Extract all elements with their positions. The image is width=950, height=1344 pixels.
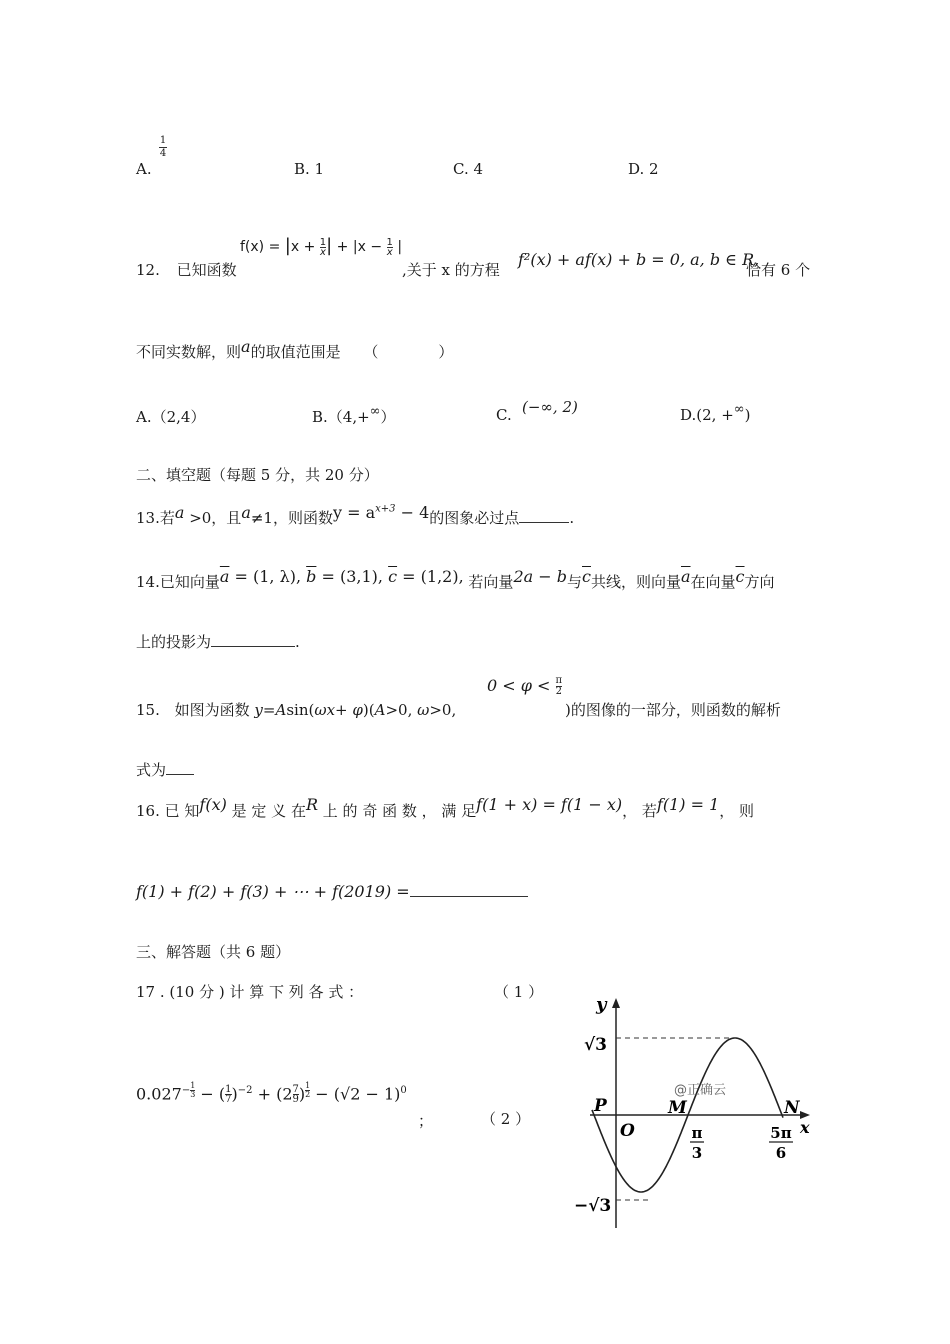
q11-option-b: B. 1 [294, 160, 325, 178]
x-tick-5pi-6-den: 6 [775, 1144, 787, 1162]
q17-part2: （ 2 ） [481, 1110, 531, 1128]
q16-sum: f(1) + f(2) + f(3) + ⋯ + f(2019) = [136, 876, 528, 901]
point-n-label: N [784, 1098, 800, 1118]
q15-answer-blank[interactable] [166, 760, 194, 775]
q12-number: 12. 已知函数 [136, 261, 237, 279]
q15-condition: $0 < \varphi < \frac{\pi}{2}$ [487, 675, 563, 697]
y-axis-label: y [596, 994, 607, 1015]
fraction-denominator: 4 [159, 148, 167, 159]
q12-equation: f²(x) + af(x) + b = 0, a, b ∈ R, [518, 250, 760, 269]
q14-line2: 上的投影为 . [136, 633, 300, 651]
y-axis-arrow [612, 998, 620, 1008]
section-3-heading: 三、解答题（共 6 题） [136, 943, 291, 961]
q12-option-c-label: C. [496, 406, 512, 424]
q12-stem-c: 恰有 6 个 [746, 261, 811, 279]
q11-option-a-label: A. [136, 160, 152, 178]
q14-answer-blank[interactable] [211, 632, 295, 647]
q14: 14.已知向量$\overline{a} = (1$, λ), $\overline{b} = (3,1)$, $\overline{c} = (1,2)$, 若向量2a − b与$\overline{c}$共线，则向量$\overline{a}$在向量$\overline{c}$方向 [136, 567, 775, 591]
watermark: @正确云 [674, 1083, 727, 1098]
q17-part1: （ 1 ） [494, 983, 544, 1001]
q11-option-c: C. 4 [453, 160, 484, 178]
q12-line2: 不同实数解，则a的取值范围是 （ ） [136, 337, 454, 361]
x-axis-label: x [800, 1118, 810, 1137]
q15-tail: )的图像的一部分，则函数的解析 [565, 701, 781, 719]
ymin-label: −√3 [574, 1196, 612, 1216]
q12-option-c-value: (−∞, 2) [522, 398, 578, 416]
point-p-label: P [594, 1096, 607, 1116]
q17-expression: $0.027^{-1 3} - (1$ 7)$^{-2}$ + (27 $9)^{1 2} - (√2 - 1)^0$ [136, 1081, 407, 1106]
origin-label: O [620, 1121, 635, 1141]
section-2-heading: 二、填空题（每题 5 分，共 20 分） [136, 466, 379, 484]
q16-answer-blank[interactable] [410, 876, 528, 897]
q13-answer-blank[interactable] [519, 508, 569, 523]
x-tick-5pi-6-num: 5π [770, 1124, 792, 1142]
ymax-label: √3 [584, 1035, 608, 1055]
x-tick-pi-3-den: 3 [691, 1144, 703, 1162]
q17-semicolon: ； [418, 1112, 434, 1130]
point-m-label: M [668, 1098, 687, 1118]
sine-graph [570, 990, 820, 1235]
q11-option-a-fraction [159, 135, 167, 159]
q15-line2: 式为 [136, 759, 194, 780]
q11-option-a [136, 160, 152, 178]
fraction-numerator: 1 [159, 135, 167, 146]
q16: 16. 已 知f(x) 是 定 义 在R 上 的 奇 函 数 ， 满 足f(1 + x) = f(1 − x)， 若f(1) = 1， 则 [136, 795, 755, 820]
q12-option-a: A.（2,4） [136, 408, 206, 426]
q17-header: 17 . (10 分 ) 计 算 下 列 各 式 ： [136, 983, 364, 1001]
q12-stem-b: ,关于 x 的方程 [402, 261, 500, 279]
q12-option-b: B.（4,+∞） [312, 404, 396, 426]
q12-function: $f(x) = |x + \frac{1}{x}| + |x - \frac{1}{x}$ | [240, 235, 403, 258]
x-tick-pi-3-num: π [691, 1124, 703, 1142]
q11-option-d: D. 2 [628, 160, 659, 178]
q12-option-d: D.(2, +∞) [680, 402, 751, 424]
q15: 15. 如图为函数 y=Asin(ωx+ φ)(A>0, ω>0, [136, 701, 457, 719]
q13: 13.若a >0，且a≠1，则函数$y = a^{x+3} - 4$的图象必过点 . [136, 503, 575, 527]
